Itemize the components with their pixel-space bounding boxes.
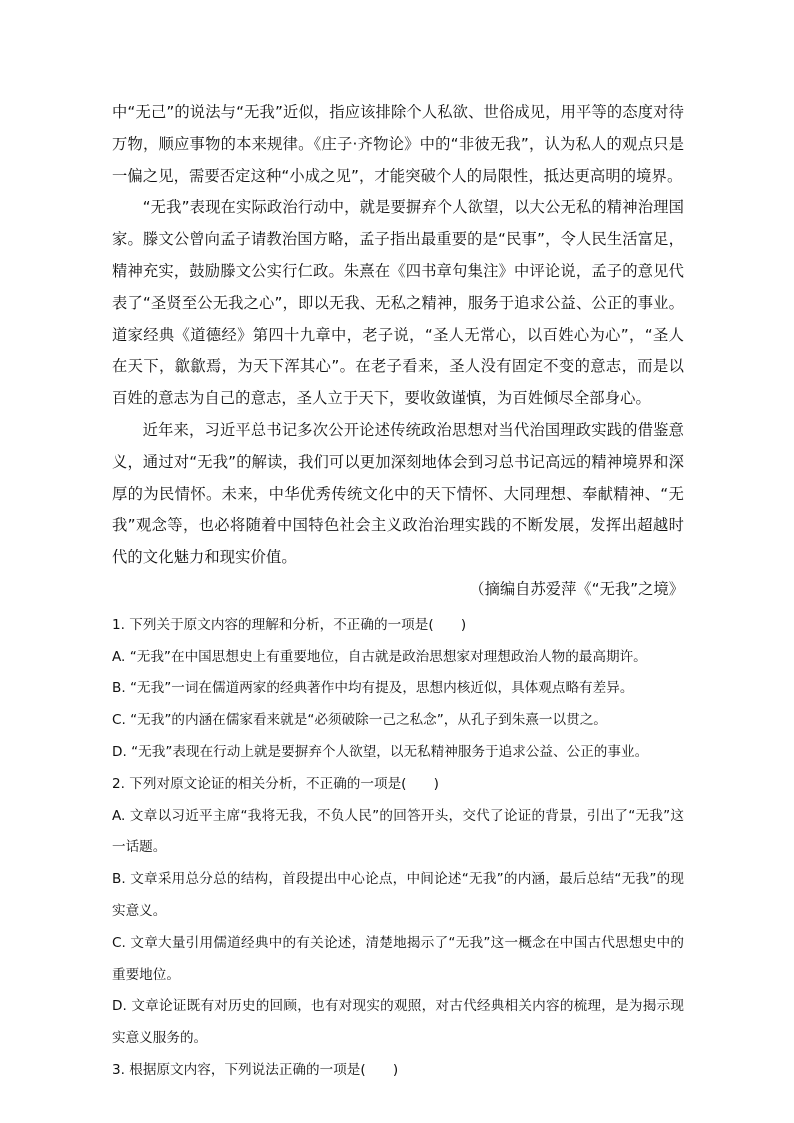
question-stem: 1. 下列关于原文内容的理解和分析，不正确的一项是( ) [112, 616, 467, 633]
question-list [112, 610, 684, 1087]
question-stem: 3. 根据原文内容，下列说法正确的一项是( ) [112, 1061, 399, 1078]
passage-paragraph-1: 中“无己”的说法与“无我”近似，指应该排除个人私欲、世俗成见，用平等的态度对待万物，顺应事物的本来规律。《庄子·齐物论》中的“非彼无我”，认为私人的观点只是一偏之见，需要否定这种“小成之见”，才能突破个人的局限性，抵达更高明的境界。 [112, 103, 684, 185]
option-b: B. 文章采用总分总的结构，首段提出中心论点，中间论述“无我”的内涵，最后总结“无我”的现实意义。 [112, 871, 684, 919]
option-d: D. “无我”表现在行动上就是要摒弃个人欲望，以无私精神服务于追求公益、公正的事业。 [112, 743, 649, 760]
passage-paragraph-2: “无我”表现在实际政治行动中，就是要摒弃个人欲望，以大公无私的精神治理国家。滕文公曾向孟子请教治国方略，孟子指出最重要的是“民事”，令人民生活富足，精神充实，鼓励滕文公实行仁政。朱熹在《四书章句集注》中评论说，孟子的意见代表了“圣贤至公无我之心”，即以无我、无私之精神，服务于追求公益、公正的事业。道家经典《道德经》第四十九章中，老子说，“圣人无常心，以百姓心为心”，“圣人在天下，歙歙焉，为天下浑其心”。在老子看来，圣人没有固定不变的意志，而是以百姓的意志为自己的意志，圣人立于天下，要收敛谨慎，为百姓倾尽全部身心。 [112, 198, 684, 408]
option-a: A. “无我”在中国思想史上有重要地位，自古就是政治思想家对理想政治人物的最高期许。 [112, 648, 647, 665]
question-3 [112, 1055, 684, 1087]
option-a: A. 文章以习近平主席“我将无我，不负人民”的回答开头，交代了论证的背景，引出了“无我”这一话题。 [112, 807, 684, 856]
question-1 [112, 610, 684, 769]
question-2 [112, 769, 684, 1055]
option-c: C. 文章大量引用儒道经典中的有关论述，清楚地揭示了“无我”这一概念在中国古代思想史中的重要地位。 [112, 934, 684, 983]
passage-source: （摘编自苏爱萍《“无我”之境》 [469, 579, 684, 598]
option-b: B. “无我”一词在儒道两家的经典著作中均有提及，思想内核近似，具体观点略有差异。 [112, 680, 634, 697]
option-c: C. “无我”的内涵在儒家看来就是“必须破除一己之私念”，从孔子到朱熹一以贯之。 [112, 712, 607, 729]
page-content [112, 97, 684, 1087]
question-stem: 2. 下列对原文论证的相关分析，不正确的一项是( ) [112, 775, 439, 792]
option-d: D. 文章论证既有对历史的回顾，也有对现实的观照，对古代经典相关内容的梳理，是为揭示现实意义服务的。 [112, 998, 684, 1047]
passage-paragraph-3: 近年来，习近平总书记多次公开论述传统政治思想对当代治国理政实践的借鉴意义，通过对“无我”的解读，我们可以更加深刻地体会到习总书记高远的精神境界和深厚的为民情怀。未来，中华优秀传统文化中的天下情怀、大同理想、奉献精神、“无我”观念等，也必将随着中国特色社会主义政治治理实践的不断发展，发挥出超越时代的文化魅力和现实价值。 [112, 420, 684, 567]
